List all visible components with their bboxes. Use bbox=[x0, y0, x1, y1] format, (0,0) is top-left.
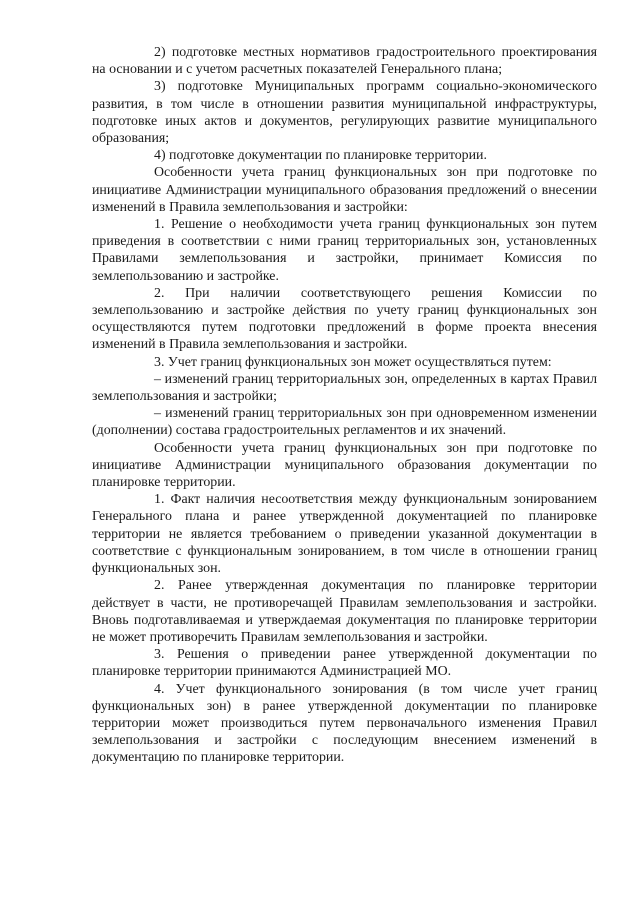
paragraph-item-2-local-norms: 2) подготовке местных нормативов градостроительного проектирования на основании и с учетом расчетных показателей Генерального плана; bbox=[92, 45, 597, 78]
section-intro-zoning-rules: Особенности учета границ функциональных зон при подготовке по инициативе Администрации муниципального образования предложений о внесении изменений в Правила землепользования и застройки: bbox=[92, 165, 597, 215]
paragraph-rules-3: 3. Учет границ функциональных зон может осуществляться путем: bbox=[154, 354, 552, 370]
paragraph-planning-2: 2. Ранее утвержденная документация по планировке территории действует в части, не противоречащей Правилам землепользования и застройки. Вновь подготавливаемая и утверждаемая документация по планировке территории не может противоречить Правилам землепользования и застройки. bbox=[92, 578, 597, 645]
paragraph-item-3-municipal-programs: 3) подготовке Муниципальных программ социально-экономического развития, в том числе в отношении развития муниципальной инфраструктуры, подготовке иных актов и документов, регулирующих развитие муниципального образования; bbox=[92, 79, 597, 147]
paragraph-planning-4: 4. Учет функционального зонирования (в том числе учет границ функциональных зон) в ранее утвержденной документации по планировке территории может производиться путем первоначального изменения Правил землепользования и застройки с последующим внесением изменений в документацию по планировке территории. bbox=[92, 681, 597, 766]
paragraph-item-4-planning-docs: 4) подготовке документации по планировке территории. bbox=[154, 148, 487, 164]
list-item-dash-2: – изменений границ территориальных зон при одновременном изменении (дополнении) состава градостроительных регламентов и их значений. bbox=[92, 406, 597, 439]
paragraph-planning-1: 1. Факт наличия несоответствия между функциональным зонированием Генерального плана и ранее утвержденной документацией по планировке территории не является требованием о приведении указанной документации в соответствие с функциональным зонированием, в том числе в отношении границ функциональных зон. bbox=[92, 492, 597, 577]
list-item-dash-1: – изменений границ территориальных зон, определенных в картах Правил землепользования и застройки; bbox=[92, 371, 597, 405]
paragraph-planning-3: 3. Решения о приведении ранее утвержденной документации по планировке территории принимаются Администрацией МО. bbox=[92, 647, 597, 680]
section-intro-planning-docs: Особенности учета границ функциональных зон при подготовке по инициативе Администрации муниципального образования документации по планировке территории. bbox=[92, 440, 597, 491]
paragraph-rules-2: 2. При наличии соответствующего решения Комиссии по землепользованию и застройке действия по учету границ функциональных зон осуществляются путем подготовки предложений в форме проекта внесения изменений в Правила землепользования и застройки. bbox=[92, 285, 597, 353]
document-body bbox=[92, 44, 597, 767]
paragraph-rules-1: 1. Решение о необходимости учета границ функциональных зон путем приведения в соответствии с ними границ территориальных зон, установленных Правилами землепользования и застройки, принимает Комиссия по землепользованию и застройке. bbox=[92, 217, 597, 284]
